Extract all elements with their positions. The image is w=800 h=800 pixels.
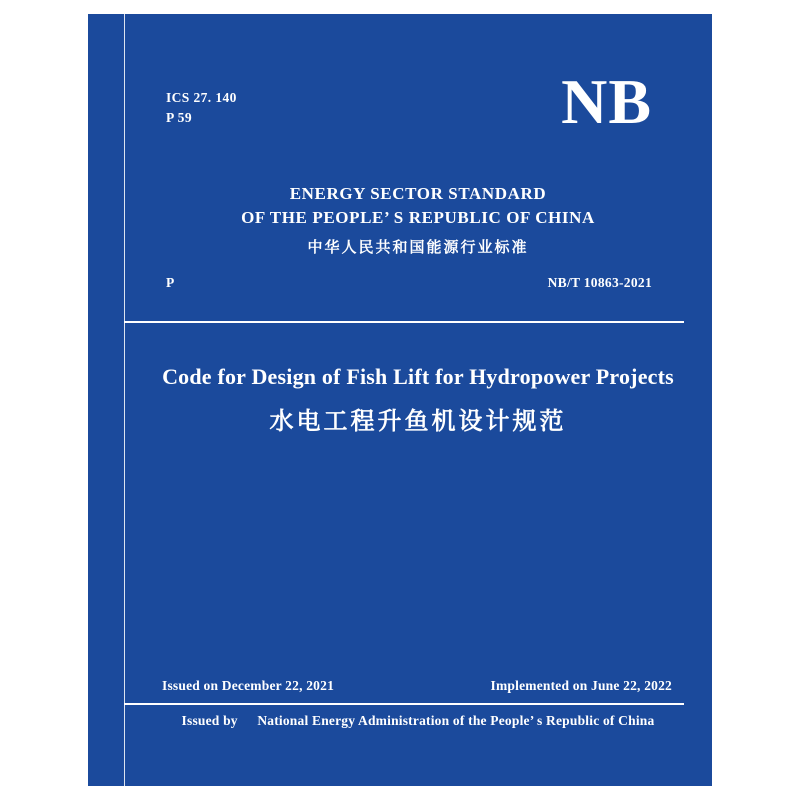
title-chinese: 水电工程升鱼机设计规范 [269,407,567,435]
organization-chinese: 中华人民共和国能源行业标准 [307,238,529,256]
issued-date: Issued on December 22, 2021 [162,678,335,693]
title-block [124,362,712,438]
standard-cover [88,14,712,786]
standard-code-row [166,275,652,291]
title-english: Code for Design of Fish Lift for Hydropower Projects [162,364,674,389]
ics-classification-block [166,88,237,128]
organization-line-2: OF THE PEOPLE’ S REPUBLIC OF CHINA [241,208,595,227]
ics-number: ICS 27. 140 [166,90,237,105]
category-letter: P [166,275,175,290]
nb-logo: NB [561,66,652,137]
dates-row [162,678,672,694]
issuer-row [124,713,712,729]
organization-line-1: ENERGY SECTOR STANDARD [289,184,547,203]
bottom-divider [124,703,684,705]
standard-number: NB/T 10863-2021 [547,275,652,290]
top-divider [124,321,684,323]
issuing-organization-block [124,182,712,260]
implemented-date: Implemented on June 22, 2022 [490,678,672,693]
issued-by-label: Issued by [181,713,238,728]
classification-code: P 59 [166,110,192,125]
issued-by-organization: National Energy Administration of the People’ s Republic of China [257,713,655,728]
